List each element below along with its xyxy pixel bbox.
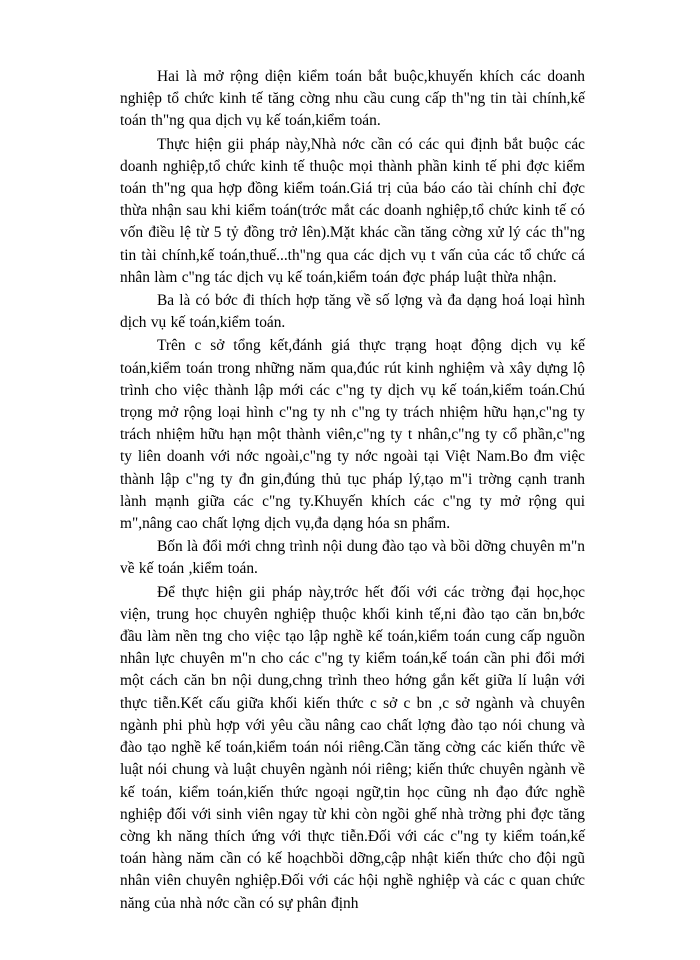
paragraph-5: Bốn là đổi mới chng trình nội dung đào tạo và bồi dỡng chuyên m"n về kế toán ,kiểm toán. [120, 538, 585, 578]
document-body [120, 66, 585, 915]
paragraph-6: Để thực hiện gii pháp này,trớc hết đối với các trờng đại học,học viện, trung học chuyên nghiệp thuộc khối kinh tế,ni đào tạo căn bn,bớc đầu làm nền tng cho việc tạo lập nghề kế toán,kiểm toán cung cấp nguồn nhân lực chuyên m"n cho các c"ng ty kiểm toán,kế toán cần phi đổi mới một cách căn bn nội dung,chng trình theo hớng gắn kết giữa lí luận với thực tiễn.Kết cấu giữa khối kiến thức c sở c bn ,c sở ngành và chuyên ngành phi phù hợp với yêu cầu nâng cao chất lợng đào tạo nói chung và đào tạo nghề kế toán,kiểm toán nói riêng.Cần tăng cờng các kiến thức về luật nói chung và luật chuyên ngành nói riêng; kiến thức chuyên ngành về kế toán, kiểm toán,kiến thức ngoại ngữ,tin học cũng nh đạo đức nghề nghiệp đối với sinh viên ngay từ khi còn ngồi ghế nhà trờng phi đợc tăng cờng kh năng thích ứng với thực tiễn.Đối với các c"ng ty kiểm toán,kế toán hàng năm cần có kế hoạchbồi dỡng,cập nhật kiến thức cho đội ngũ nhân viên chuyên nghiệp.Đối với các hội nghề nghiệp và các c quan chức năng của nhà nớc cần có sự phân định [120, 583, 585, 912]
paragraph-3: Ba là có bớc đi thích hợp tăng về số lợng và đa dạng hoá loại hình dịch vụ kế toán,kiểm toán. [120, 292, 585, 332]
paragraph-1: Hai là mở rộng diện kiểm toán bắt buộc,khuyến khích các doanh nghiệp tổ chức kinh tế tăng cờng nhu cầu cung cấp th"ng tin tài chính,kế toán th"ng qua dịch vụ kế toán,kiểm toán. [120, 68, 585, 130]
paragraph-4: Trên c sở tổng kết,đánh giá thực trạng hoạt động dịch vụ kế toán,kiểm toán trong những năm qua,đúc rút kinh nghiệm và xây dựng lộ trình cho việc thành lập mới các c"ng ty dịch vụ kế toán,kiểm toán.Chú trọng mở rộng loại hình c"ng ty nh c"ng ty trách nhiệm hữu hạn,c"ng ty trách nhiệm hữu hạn một thành viên,c"ng ty t nhân,c"ng ty cổ phần,c"ng ty liên doanh với nớc ngoài,c"ng ty nớc ngoài tại Việt Nam.Bo đm việc thành lập c"ng ty đn gin,đúng thủ tục pháp lý,tạo m"i trờng cạnh tranh lành mạnh giữa các c"ng ty.Khuyến khích các c"ng ty mở rộng qui m",nâng cao chất lợng dịch vụ,đa dạng hóa sn phẩm. [120, 337, 585, 533]
paragraph-2: Thực hiện gii pháp này,Nhà nớc cần có các qui định bắt buộc các doanh nghiệp,tổ chức kinh tế thuộc mọi thành phần kinh tế phi đợc kiểm toán th"ng qua hợp đồng kiểm toán.Giá trị của báo cáo tài chính chỉ đợc thừa nhận sau khi kiểm toán(trớc mắt các doanh nghiệp,tổ chức kinh tế có vốn điều lệ từ 5 tỷ đồng trở lên).Mặt khác cần tăng cờng xử lý các th"ng tin tài chính,kế toán,thuế...th"ng qua các dịch vụ t vấn của các tổ chức cá nhân làm c"ng tác dịch vụ kế toán,kiểm toán đợc pháp luật thừa nhận. [120, 135, 585, 286]
